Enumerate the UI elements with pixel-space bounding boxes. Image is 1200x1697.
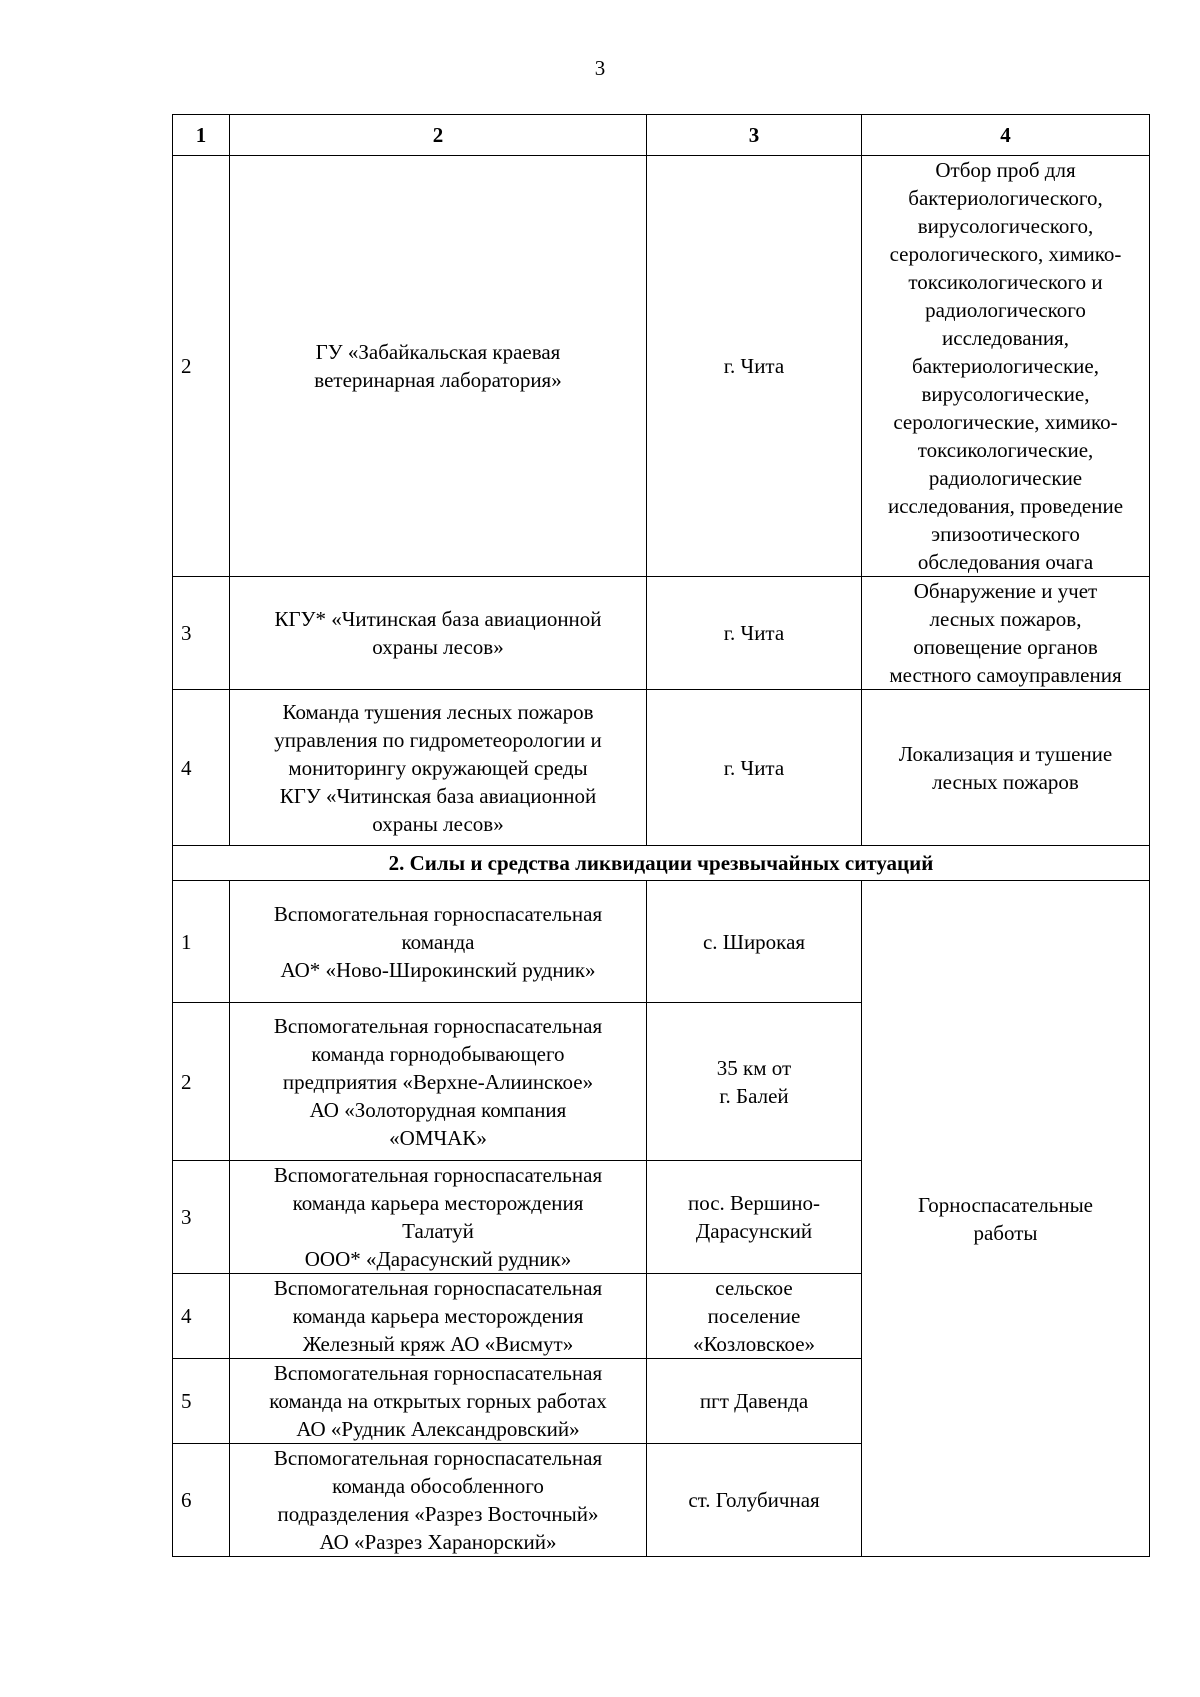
header-cell-1: 1 — [173, 115, 230, 156]
row-number: 4 — [173, 690, 230, 846]
organization-name: Команда тушения лесных пожаров управления по гидрометеорологии и мониторингу окружающей среды КГУ «Читинская база авиационной охраны лесов» — [230, 690, 647, 846]
task-description: Отбор проб для бактериологического, вирусологического, серологического, химико- токсикологического и радиологического исследования, бактериологические, вирусологические, серологические, химико- токсикологические, радиологические исследования, проведение эпизоотического обследования очага — [862, 156, 1150, 577]
table-row — [173, 690, 1150, 846]
row-number: 3 — [173, 577, 230, 690]
organization-name: Вспомогательная горноспасательная команда АО* «Ново-Широкинский рудник» — [230, 881, 647, 1003]
task-description-merged: Горноспасательные работы — [862, 881, 1150, 1557]
forces-table — [172, 114, 1150, 1557]
location: пгт Давенда — [647, 1359, 862, 1444]
organization-name: Вспомогательная горноспасательная команда горнодобывающего предприятия «Верхне-Алиинское» АО «Золоторудная компания «ОМЧАК» — [230, 1003, 647, 1161]
organization-name: Вспомогательная горноспасательная команда на открытых горных работах АО «Рудник Александровский» — [230, 1359, 647, 1444]
header-cell-3: 3 — [647, 115, 862, 156]
organization-name: КГУ* «Читинская база авиационной охраны лесов» — [230, 577, 647, 690]
page-number: 3 — [594, 56, 606, 80]
header-cell-2: 2 — [230, 115, 647, 156]
section-title: 2. Силы и средства ликвидации чрезвычайных ситуаций — [173, 846, 1150, 881]
location: г. Чита — [647, 690, 862, 846]
location: г. Чита — [647, 577, 862, 690]
row-number: 3 — [173, 1161, 230, 1274]
location: г. Чита — [647, 156, 862, 577]
row-number: 2 — [173, 1003, 230, 1161]
header-cell-4: 4 — [862, 115, 1150, 156]
organization-name: Вспомогательная горноспасательная команда карьера месторождения Талатуй ООО* «Дарасунский рудник» — [230, 1161, 647, 1274]
table-row — [173, 577, 1150, 690]
location: с. Широкая — [647, 881, 862, 1003]
location: сельское поселение «Козловское» — [647, 1274, 862, 1359]
task-description: Обнаружение и учет лесных пожаров, оповещение органов местного самоуправления — [862, 577, 1150, 690]
row-number: 4 — [173, 1274, 230, 1359]
location: ст. Голубичная — [647, 1444, 862, 1557]
organization-name: ГУ «Забайкальская краевая ветеринарная лаборатория» — [230, 156, 647, 577]
organization-name: Вспомогательная горноспасательная команда карьера месторождения Железный кряж АО «Висмут» — [230, 1274, 647, 1359]
row-number: 1 — [173, 881, 230, 1003]
table-row — [173, 156, 1150, 577]
row-number: 5 — [173, 1359, 230, 1444]
task-description: Локализация и тушение лесных пожаров — [862, 690, 1150, 846]
location: 35 км от г. Балей — [647, 1003, 862, 1161]
row-number: 6 — [173, 1444, 230, 1557]
section-header-row — [173, 846, 1150, 881]
organization-name: Вспомогательная горноспасательная команда обособленного подразделения «Разрез Восточный» АО «Разрез Харанорский» — [230, 1444, 647, 1557]
location: пос. Вершино- Дарасунский — [647, 1161, 862, 1274]
table-row — [173, 881, 1150, 1003]
table-header-row — [173, 115, 1150, 156]
row-number: 2 — [173, 156, 230, 577]
